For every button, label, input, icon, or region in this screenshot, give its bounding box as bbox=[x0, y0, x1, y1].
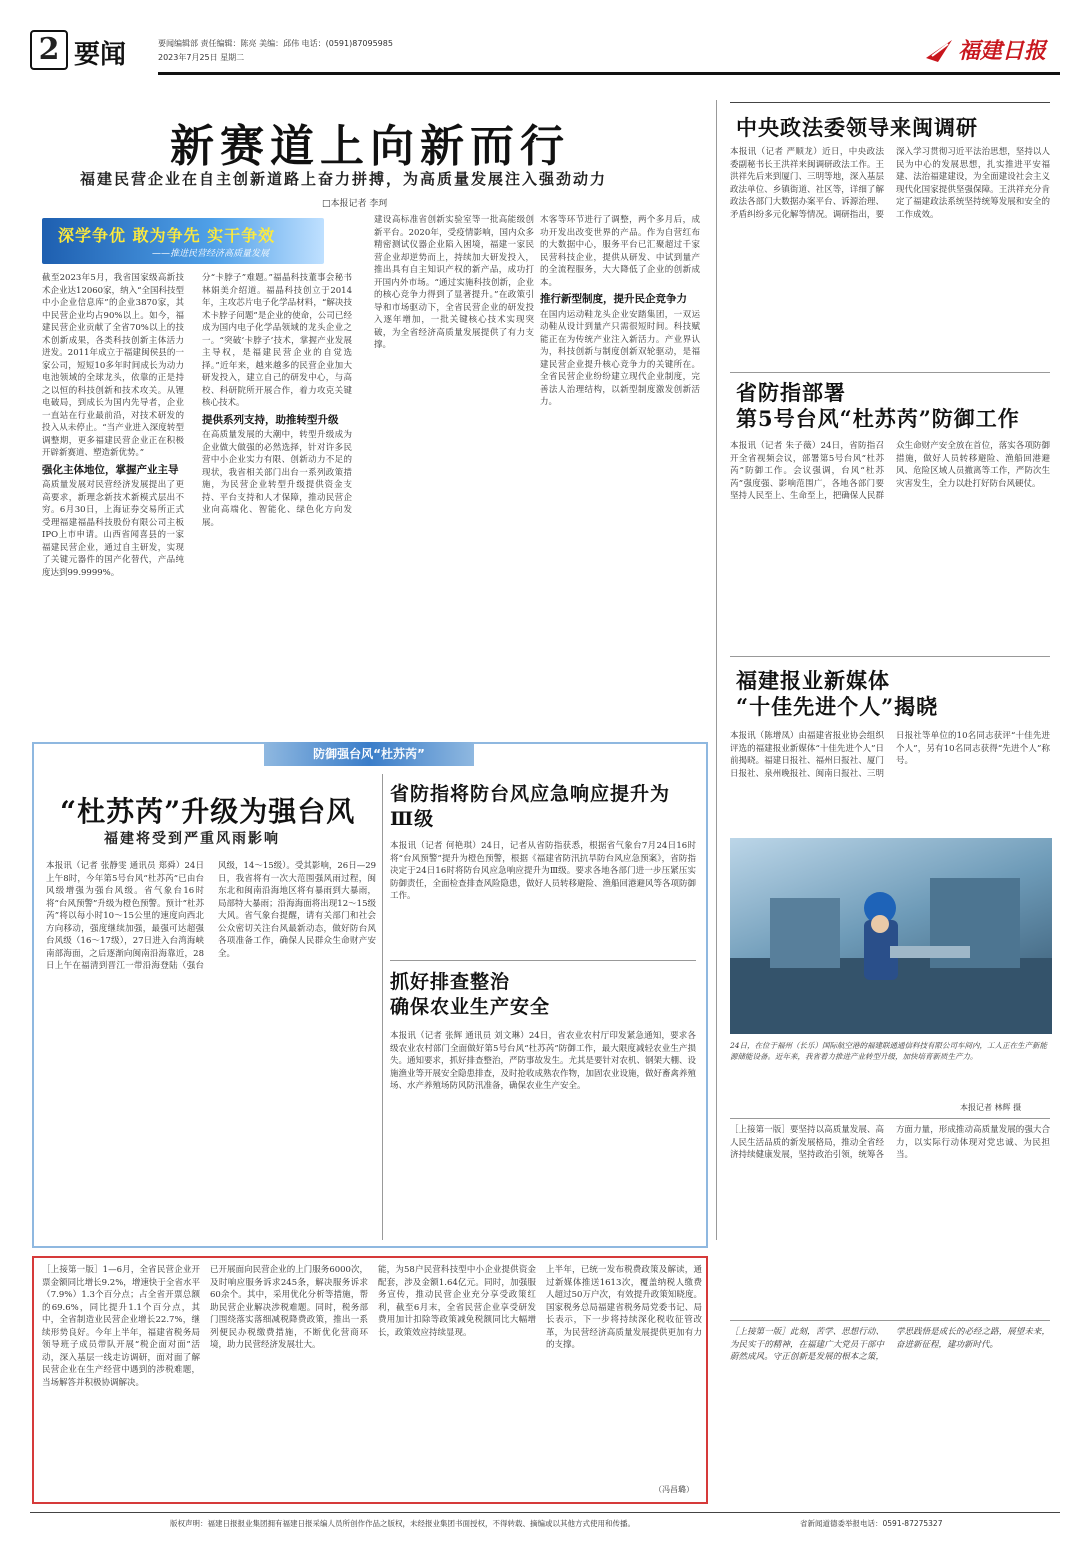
brief-1: ［上接第一版］要坚持以高质量发展、高人民生活品质的新发展格局，推动全省经济持续健康发展，坚持政治引领，统筹各方面力量，形成推动高质量发展的强大合力，以实际行动体现对党忠诚、为民担当。 bbox=[730, 1125, 1050, 1160]
story3-body: 本报讯（陈增凤）由福建省报业协会组织评选的福建报业新媒体“十佳先进个人”日前揭晓。福建日报社、福州日报社、厦门日报社、泉州晚报社、闽南日报社、三明日报社等单位的10名同志获评“十佳先进个人”，另有10名同志获得“先进个人”称号。 bbox=[730, 731, 1050, 779]
banner-sub: ——推进民营经济高质量发展 bbox=[152, 249, 270, 259]
typhoon-sub1-title: 省防指将防台风应急响应提升为Ⅲ级 bbox=[390, 783, 671, 830]
paper-name: 福建日报 bbox=[957, 38, 1046, 64]
story3-title: 福建报业新媒体 “十佳先进个人”揭晓 bbox=[736, 668, 939, 719]
photo-credit: 本报记者 林辉 摄 bbox=[960, 1103, 1022, 1112]
page-number: 2 bbox=[30, 30, 68, 70]
lead-col-4 bbox=[540, 214, 700, 732]
bottom-col-3: 能，为58户民营科技型中小企业提供资金配套，涉及金额1.64亿元。同时，加强服务宣传，推动民营企业充分享受政策红利，截至6月末，全省民营企业享受研发费用加计扣除等政策减免税额同比大幅增长，政策效应持续显现。 bbox=[378, 1265, 536, 1338]
footer-copyright: 版权声明：福建日报报业集团拥有福建日报采编人员所创作作品之版权，未经报业集团书面授权，不得转载、摘编或以其他方式使用和传播。 bbox=[170, 1519, 635, 1528]
typhoon-main-title: “杜苏芮”升级为强台风 bbox=[60, 795, 356, 828]
lead-col-2 bbox=[202, 272, 352, 732]
brief-2: ［上接第一版］此刻，苦学、思想行动、为民实干的精神，在福建广大党员干部中蔚然成风。守正创新是发展的根本之策，学思践悟是成长的必经之路，展望未来，奋进新征程，建功新时代。 bbox=[730, 1327, 1050, 1362]
issue-date: 2023年7月25日 星期二 bbox=[158, 53, 245, 62]
bottom-col-4-credit: （冯昌璐） bbox=[654, 1485, 694, 1494]
lead-col-4b-text: 在国内运动鞋龙头企业安踏集团，一双运动鞋从设计到量产只需很短时间。科技赋能正在为传统产业注入新活力。产业界认为，科技创新与制度创新双轮驱动，是福建民营企业提升核心竞争力的关键所在。全省民营企业纷纷建立现代企业制度，完善法人治理结构，以新型制度激发创新活力。 bbox=[540, 309, 700, 407]
lead-col-3-text: 建设高标准省创新实验室等一批高能级创新平台。2020年，受疫情影响，国内众多精密测试仪器企业陷入困境，福建一家民营企业却逆势而上，持续加大研发投入，推出具有自主知识产权的新产品，成功打开国内外市场。“通过实施科技创新，企业的核心竞争力得到了显著提升。”在政策引导和市场驱动下，全省民营企业的研发投入逐年增加，一批关键核心技术实现突破，为全省经济高质量发展提供了有力支撑。 bbox=[374, 215, 534, 350]
typhoon-sub2-title: 抓好排查整治 确保农业生产安全 bbox=[390, 971, 551, 1018]
page-header bbox=[30, 30, 1060, 80]
paper-logo bbox=[924, 34, 1046, 65]
footer-hotline: 省新闻道德委举报电话：0591-87275327 bbox=[800, 1519, 943, 1528]
lead-col-4-text: 木客等环节进行了调整，两个多月后，成功开发出改变世界的产品。作为自营红布的大数据中心，服务平台已汇聚超过千家民营科技企业，提供从研发、中试到量产的全流程服务，大大降低了企业的创新成本。 bbox=[540, 215, 700, 288]
logo-emblem-icon bbox=[924, 36, 954, 64]
story1-body: 本报讯（记者 严顺龙）近日，中央政法委副秘书长王洪祥来闽调研政法工作。王洪祥先后来到厦门、三明等地，深入基层政法单位、乡镇街道、社区等，详细了解政法各部门大数据办案平台、诉源治理、矛盾纠纷多元化解等情况。调研指出，要深入学习贯彻习近平法治思想，坚持以人民为中心的发展思想，扎实推进平安福建、法治福建建设，为全面建设社会主义现代化国家提供坚强保障。王洪祥充分肯定了福建政法系统坚持统筹发展和安全的工作成效。 bbox=[730, 147, 1050, 220]
lead-col-1b-text: 高质量发展对民营经济发展提出了更高要求，新理念新技术新模式层出不穷。6月30日，上海证券交易所正式受理福建福晶科技股份有限公司主板IPO上市申请。山西省闻喜县的一家福建民营企业，通过自主研发，实现了关键元器件的国产化替代，产品纯度达到99.9999%。 bbox=[42, 480, 184, 578]
typhoon-banner bbox=[264, 742, 474, 766]
lead-col-3 bbox=[374, 214, 534, 732]
section-label: 要闻 bbox=[74, 40, 127, 70]
story2-title: 省防指部署 第5号台风“杜苏芮”防御工作 bbox=[736, 380, 1020, 431]
typhoon-main-body: 本报讯（记者 张静雯 通讯员 郑舜）24日上午8时，今年第5号台风“杜苏芮”已由台风级增强为强台风级。省气象台16时将“台风预警”升级为橙色预警。预计“杜苏芮”将以每小时10～15公里的速度向西北方向移动，强度继续加强，最强可达超强台风级（16～17级），27日进入台湾海峡南部海面，之后逐渐向闽南沿海靠近，28日上午在福清到晋江一带沿海登陆（强台风级，14～15级）。受其影响，26日—29日，我省将有一次大范围强风雨过程，闽东北和闽南沿海地区将有暴雨到大暴雨，局部特大暴雨；沿海海面将出现12～15级大风。省气象台提醒，请有关部门和社会公众密切关注台风最新动态，做好防台风各项准备工作，确保人民群众生命财产安全。 bbox=[46, 861, 376, 971]
lead-col-4-heading: 推行新型制度，提升民企竞争力 bbox=[540, 293, 687, 305]
lead-col-1 bbox=[42, 272, 184, 732]
story1-title: 中央政法委领导来闽调研 bbox=[736, 115, 978, 140]
lead-col-2-heading: 提供系列支持，助推转型升级 bbox=[202, 413, 339, 426]
bottom-continuation-box bbox=[32, 1256, 708, 1504]
lead-col-2-text: 分“卡脖子”难题。”福晶科技董事会秘书林娟美介绍道。福晶科技创立于2014年，主攻芯片电子化学品材料，“解决技术卡脖子问题”是企业的使命，公司已经成为国内电子化学品领域的龙头企业之一。“突破‘卡脖子’技术，掌握产业发展主导权，是福建民营企业的自觉选择。”近年来，越来越多的民营企业加大研发投入，建立自己的研发中心，与高校、科研院所开展合作，着力攻克关键核心技术。 bbox=[202, 273, 352, 408]
lead-col-1-heading: 强化主体地位，掌握产业主导 bbox=[42, 463, 179, 476]
typhoon-sub1-body: 本报讯（记者 何艳琪）24日，记者从省防指获悉，根据省气象台7月24日16时将“台风预警”提升为橙色预警，根据《福建省防汛抗旱防台风应急预案》，省防指决定于24日16时将防台风应急响应提升为Ⅲ级。要求各地各部门进一步压紧压实防御责任，全面检查排查风险隐患，做好人员转移避险、渔船回港避风等各项防御工作。 bbox=[390, 841, 696, 901]
campaign-banner bbox=[42, 218, 324, 264]
photo-caption: 24日，在位于福州（长乐）国际航空港的福建联通通信科技有限公司车间内，工人正在生产新能源储能设备。近年来，我省着力推进产业转型升级，加快培育新质生产力。 bbox=[730, 1041, 1048, 1061]
news-photo bbox=[730, 838, 1052, 1034]
typhoon-main-subtitle: 福建将受到严重风雨影响 bbox=[104, 831, 280, 847]
lead-col-1-text: 截至2023年5月，我省国家级高新技术企业达12060家，纳入“全国科技型中小企业信息库”的企业3870家，其中民营企业均占90%以上。如今，福建民营企业贡献了全省70%以上的技术创新成果，各类科技创新主体活力迸发。2011年成立于福建闽侯县的一家公司，短短10多年时间成长为动力电池领域的全球龙头，依靠的正是持之以恒的科技创新和技术攻关。从锂电破局，到成长为国内先导者，企业一直站在行业最前沿，对技术研发的投入从未停止。“当产业进入深度转型调整期，更多福建民营企业正在积极开辟新赛道、塑造新优势。” bbox=[42, 273, 184, 458]
lead-title: 新赛道上向新而行 bbox=[170, 121, 570, 172]
bottom-col-4: 上半年，已统一发布税费政策及解读，通过新媒体推送1613次，覆盖纳税人缴费人超过50万户次，有效提升政策知晓度。国家税务总局福建省税务局党委书记、局长表示，下一步将持续深化税收征管改革，为民营经济高质量发展提供更加有力的支撑。 bbox=[546, 1265, 702, 1350]
story2-body: 本报讯（记者 朱子薇）24日，省防指召开全省视频会议，部署第5号台风“杜苏芮”防御工作。会议强调，台风“杜苏芮”强度强、影响范围广，各地各部门要坚持人民至上、生命至上，把确保人民群众生命财产安全放在首位，落实各项防御措施，做好人员转移避险、渔船回港避风、危险区域人员撤离等工作，严防次生灾害发生，全力以赴打好防台风硬仗。 bbox=[730, 441, 1050, 501]
lead-col-2b-text: 在高质量发展的大潮中，转型升级成为企业做大做强的必然选择，针对许多民营中小企业实力有限、创新动力不足的现状，我省相关部门出台一系列政策措施，为民营企业转型升级提供资金支持、平台支持和人才保障，推动民营企业向高端化、智能化、绿色化方向发展。 bbox=[202, 430, 352, 528]
bottom-col-2: 已开展面向民营企业的上门服务6000次，及时响应服务诉求245条，解决服务诉求60余个。其中，采用优化分析等措施，帮助民营企业解决涉税难题。同时，税务部门围绕落实落细减税降费政策，推出一系列便民办税缴费措施，不断优化营商环境，助力民营经济发展壮大。 bbox=[210, 1265, 368, 1350]
lead-subtitle: 福建民营企业在自主创新道路上奋力拼搏，为高质量发展注入强劲动力 bbox=[80, 170, 608, 188]
bottom-col-1: ［上接第一版］1—6月，全省民营企业开票金额同比增长9.2%，增速快于全省水平（7.9%）1.3个百分点；占全省开票总额的69.6%，同比提升1.1个百分点，其中，全省制造业民营企业增长22.7%，继续形势良好。今年上半年，福建省税务局领导班子成员带队开展“税企面对面”活动，深入基层一线走访调研，面对面了解民营企业在生产经营中遇到的涉税难题，当场解答并积极协调解决。 bbox=[42, 1265, 200, 1388]
typhoon-banner-text: 防御强台风“杜苏芮” bbox=[313, 747, 425, 761]
typhoon-section bbox=[32, 742, 708, 1248]
editor-line: 要闻编辑部 责任编辑：陈亮 美编：邱伟 电话：(0591)87095985 bbox=[158, 39, 393, 48]
factory-worker-icon bbox=[730, 838, 1052, 1034]
typhoon-sub2-body: 本报讯（记者 张辉 通讯员 刘文琳）24日，省农业农村厅印发紧急通知，要求各级农业农村部门全面做好第5号台风“杜苏芮”防御工作，最大限度减轻农业生产损失。通知要求，抓好排查整治，严防事故发生。尤其是要针对农机、钢架大棚、设施渔业等开展安全隐患排查，及时抢收成熟农作物，加固农业设施，做好畜禽养殖场、水产养殖场防风防汛准备，确保农业生产安全。 bbox=[390, 1031, 696, 1091]
lead-byline: □本报记者 李珂 bbox=[322, 199, 388, 209]
banner-main: 深学争优 敢为争先 实干争效 bbox=[58, 226, 276, 245]
